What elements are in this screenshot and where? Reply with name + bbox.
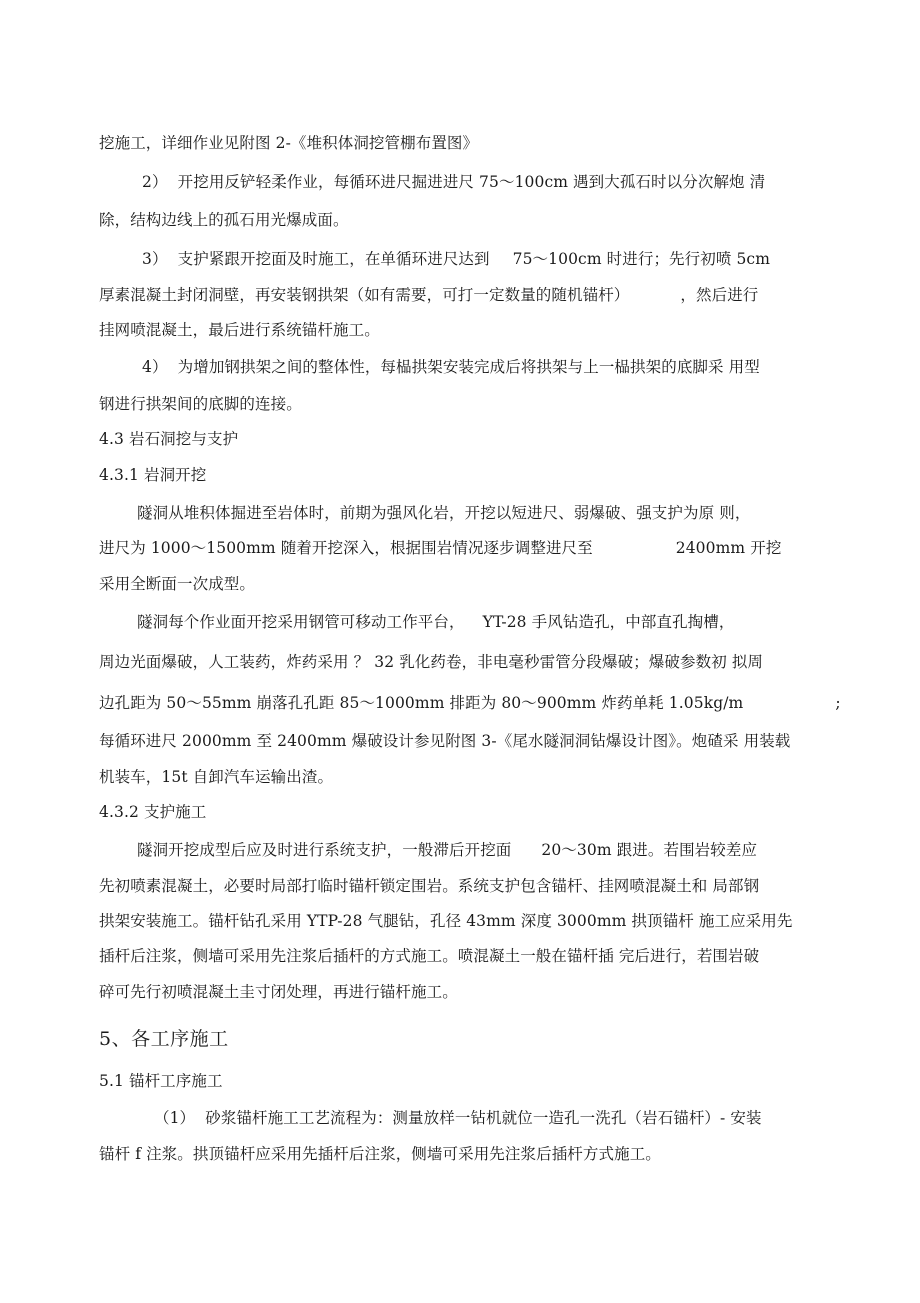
line-text: 隧洞每个作业面开挖采用钢管可移动工作平台， — [137, 613, 465, 631]
text-line — [99, 210, 349, 230]
line-text: 2） 开挖用反铲轻柔作业，每循环进尺掘进进尺 75〜100cm 遇到大孤石时以分次解炮 清 — [142, 173, 766, 191]
line-text: 除，结构边线上的孤石用光爆成面。 — [99, 211, 349, 229]
line-text: 20〜30m 跟进。若围岩较差应 — [541, 841, 758, 859]
paragraph-start — [137, 840, 757, 860]
line-text: 钢进行拱架间的底脚的连接。 — [99, 395, 302, 413]
line-text: 隧洞从堆积体掘进至岩体时，前期为强风化岩，开挖以短进尺、弱爆破、强支护为原 则， — [137, 504, 751, 522]
text-line — [99, 652, 763, 672]
text-line — [99, 133, 478, 153]
line-text: 机装车，15t 自卸汽车运输出渣。 — [99, 768, 334, 786]
list-item-1 — [154, 1108, 762, 1128]
section-heading-4-3-1 — [99, 465, 206, 485]
line-text: （1） 砂浆锚杆施工工艺流程为：测量放样一钻机就位一造孔一洗孔（岩石锚杆）- 安装 — [154, 1109, 762, 1127]
text-line — [99, 320, 380, 340]
heading-text: 4.3.2 支护施工 — [99, 803, 207, 821]
line-text: 进尺为 1000〜1500mm 随着开挖深入，根据围岩情况逐步调整进尺至 — [99, 539, 593, 557]
line-text: ，然后进行 — [680, 286, 759, 304]
line-text: 隧洞开挖成型后应及时进行系统支护，一般滞后开挖面 — [137, 841, 512, 859]
line-text: 厚素混凝土封闭洞壁，再安装钢拱架（如有需要，可打一定数量的随机锚杆） — [99, 286, 630, 304]
heading-text: 5.1 锚杆工序施工 — [99, 1072, 223, 1090]
paragraph-start — [137, 612, 734, 632]
text-line — [99, 285, 758, 305]
text-line — [99, 767, 333, 787]
line-text: 3） 支护紧跟开挖面及时施工，在单循环进尺达到 — [142, 250, 490, 268]
text-line — [99, 731, 790, 751]
line-text: 碎可先行初喷混凝土圭寸闭处理，再进行锚杆施工。 — [99, 983, 458, 1001]
text-line — [99, 538, 781, 558]
list-item-3 — [142, 249, 770, 269]
section-heading-5-1 — [99, 1071, 223, 1091]
line-text: 挖施工，详细作业见附图 2-《堆积体洞挖管棚布置图》 — [99, 134, 479, 152]
line-text: 插杆后注浆，侧墙可采用先注浆后插杆的方式施工。喷混凝土一般在锚杆插 完后进行，若围岩破 — [99, 947, 760, 965]
line-text: YT-28 手风钻造孔，中部直孔掏槽， — [482, 613, 735, 631]
paragraph-start — [137, 503, 750, 523]
text-line — [99, 982, 458, 1002]
list-item-2 — [142, 172, 765, 192]
section-heading-4-3-2 — [99, 802, 206, 822]
text-line — [99, 876, 759, 896]
line-text: 边孔距为 50〜55mm 崩落孔孔距 85〜1000mm 排距为 80〜900mm 炸药单耗 1.05kg/m — [99, 694, 744, 712]
line-text: 锚杆 f 注浆。拱顶锚杆应采用先插杆后注浆，侧墙可采用先注浆后插杆方式施工。 — [99, 1145, 661, 1163]
line-text: 拱架安装施工。锚杆钻孔采用 YTP-28 气腿钻，孔径 43mm 深度 3000mm 拱顶锚杆 施工应采用先 — [99, 912, 793, 930]
heading-text: 4.3.1 岩洞开挖 — [99, 466, 207, 484]
line-text: 先初喷素混凝土，必要时局部打临时锚杆锁定围岩。系统支护包含锚杆、挂网喷混凝土和 局部钢 — [99, 877, 760, 895]
heading-text: 4.3 岩石洞挖与支护 — [99, 430, 239, 448]
section-heading-4-3 — [99, 429, 238, 449]
text-line — [99, 1144, 661, 1164]
list-item-4 — [142, 357, 760, 377]
line-text: 4） 为增加钢拱架之间的整体性，每榀拱架安装完成后将拱架与上一榀拱架的底脚采 用型 — [142, 358, 760, 376]
text-line — [99, 693, 841, 713]
text-line — [99, 574, 255, 594]
line-text: 采用全断面一次成型。 — [99, 575, 256, 593]
line-text: ; — [835, 694, 841, 712]
heading-text: 5、各工序施工 — [99, 1028, 229, 1050]
line-text: 2400mm 开挖 — [675, 539, 782, 557]
text-line — [99, 394, 302, 414]
line-text: 每循环进尺 2000mm 至 2400mm 爆破设计参见附图 3-《尾水隧洞洞钻爆设计图》。炮碴采 用装载 — [99, 732, 791, 750]
chapter-heading-5 — [99, 1029, 229, 1049]
text-line — [99, 946, 759, 966]
text-line — [99, 911, 792, 931]
line-text: 挂网喷混凝土，最后进行系统锚杆施工。 — [99, 321, 380, 339]
line-text: 75〜100cm 时进行；先行初喷 5cm — [512, 250, 771, 268]
line-text: 周边光面爆破，人工装药，炸药采用 ？ 32 乳化药卷，非电毫秒雷管分段爆破；爆破参数初 拟周 — [99, 653, 764, 671]
